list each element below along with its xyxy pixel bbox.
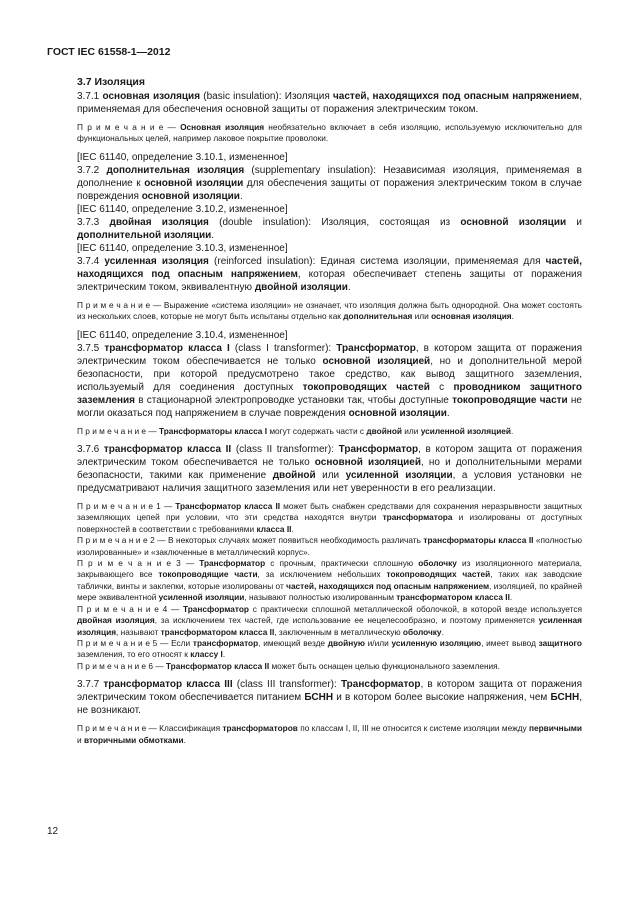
- note-3-7-6-3: П р и м е ч а н и е 3 — Трансформатор с прочным, практически сплошную оболочку из изоляционного материала, закрывающего все токопроводящие части, за исключением небольших токопроводящих частей, таких как заводские таблички, винты и заклепки, которые изолированы от частей, находящихся под опасным напряжением, изоляцией, по крайней мере эквивалентной усиленной изоляции, называют полностью изолированным трансформатором класса II.: [77, 558, 582, 603]
- document-body: [77, 76, 582, 746]
- reference-3-7-4: [IEC 61140, определение 3.10.4, измененное]: [77, 329, 288, 341]
- page-number: 12: [47, 826, 59, 837]
- definition-3-7-4: 3.7.4 усиленная изоляция (reinforced insulation): Единая система изоляции, применяемая для частей, находящихся под опасным напряжением, которая обеспечивает степень защиты от поражения электрическим током, эквивалентную двойной изоляции.: [77, 255, 582, 293]
- section-title: 3.7 Изоляция: [77, 76, 146, 88]
- definition-3-7-3: 3.7.3 двойная изоляция (double insulation): Изоляция, состоящая из основной изоляции и дополнительной изоляции.: [77, 216, 582, 241]
- definition-3-7-7: 3.7.7 трансформатор класса III (class III transformer): Трансформатор, в котором защита от поражения электрическим током обеспечивается питанием БСНН и в котором более высокие напряжения, чем БСНН, не возникают.: [77, 679, 583, 717]
- note-3-7-1: П р и м е ч а н и е — Основная изоляция необязательно включает в себя изоляцию, используемую исключительно для функциональных целей, например лаковое покрытие проволоки.: [77, 122, 582, 144]
- note-3-7-6-5: П р и м е ч а н и е 5 — Если трансформатор, имеющий везде двойную и/или усиленную изоляцию, имеет вывод защитного заземления, то его относят к классу I.: [77, 637, 582, 660]
- definition-3-7-6: 3.7.6 трансформатор класса II (class II transformer): Трансформатор, в котором защита от поражения электрическим током обеспечивается не только основной изоляцией, но и дополнительными мерами безопасности, такими как применение двойной или усиленной изоляции, а условия установки не предусматривают наличия защитного заземления или нет уверенности в его реализации.: [77, 444, 582, 495]
- note-3-7-6-6: П р и м е ч а н и е 6 — Трансформатор класса II может быть оснащен целью функционального заземления.: [77, 660, 500, 671]
- reference-3-7-3: [IEC 61140, определение 3.10.3, измененное]: [77, 242, 288, 254]
- note-3-7-6-4: П р и м е ч а н и е 4 — Трансформатор с практически сплошной металлической оболочкой, в которой везде используется двойная изоляция, за исключением тех частей, где использование ее нецелесообразно, и поэтому применяется усиленная изоляция, называют трансформатором класса II, заключенным в металлическую оболочку.: [77, 603, 582, 637]
- definition-3-7-1: 3.7.1 основная изоляция (basic insulation): Изоляция частей, находящихся под опасным напряжением, применяемая для обеспечения основной защиты от поражения электрическим током.: [77, 91, 582, 115]
- reference-3-7-2: [IEC 61140, определение 3.10.2, измененное]: [77, 203, 288, 215]
- note-3-7-6-1: П р и м е ч а н и е 1 — Трансформатор класса II может быть снабжен средствами для сохранения неразрывности защитных заземляющих цепей при условии, что эти средства находятся внутри трансформатора и изолированы от доступных поверхностей в соответствии с требованиями класса II.: [77, 501, 582, 534]
- note-3-7-4: П р и м е ч а н и е — Выражение «система изоляции» не означает, что изоляция должна быть однородной. Она может состоять из нескольких слоев, которые не могут быть испытаны отдельно как дополнительная или основная изоляция.: [77, 299, 583, 322]
- definition-3-7-5: 3.7.5 трансформатор класса I (class I transformer): Трансформатор, в котором защита от поражения электрическим током обеспечивается не только основной изоляцией, но и дополнительной мерой безопасности, при которой предусмотрено такое средство, как вывод защитного заземления, используемый для соединения доступных токопроводящих частей с проводником защитного заземления в стационарной электропроводке установки так, чтобы доступные токопроводящие части не могли оказаться под напряжением в случае повреждения основной изоляции.: [77, 342, 583, 419]
- reference-3-7-1: [IEC 61140, определение 3.10.1, измененное]: [77, 151, 288, 163]
- note-3-7-6-2: П р и м е ч а н и е 2 — В некоторых случаях может появиться необходимость различать трансформаторы класса II «полностью изолированные» и «заключенные в металлический корпус».: [77, 535, 582, 557]
- note-3-7-7: П р и м е ч а н и е — Классификация трансформаторов по классам I, II, III не относится к системе изоляции между первичными и вторичными обмотками.: [77, 723, 583, 745]
- note-3-7-5: П р и м е ч а н и е — Трансформаторы класса I могут содержать части с двойной или усиленной изоляцией.: [77, 425, 514, 436]
- page-header: ГОСТ IEC 61558-1—2012: [47, 46, 171, 58]
- definition-3-7-2: 3.7.2 дополнительная изоляция (supplementary insulation): Независимая изоляция, применяемая в дополнение к основной изоляции для обеспечения защиты от поражения электрическим током в случае повреждения основной изоляции.: [77, 164, 582, 202]
